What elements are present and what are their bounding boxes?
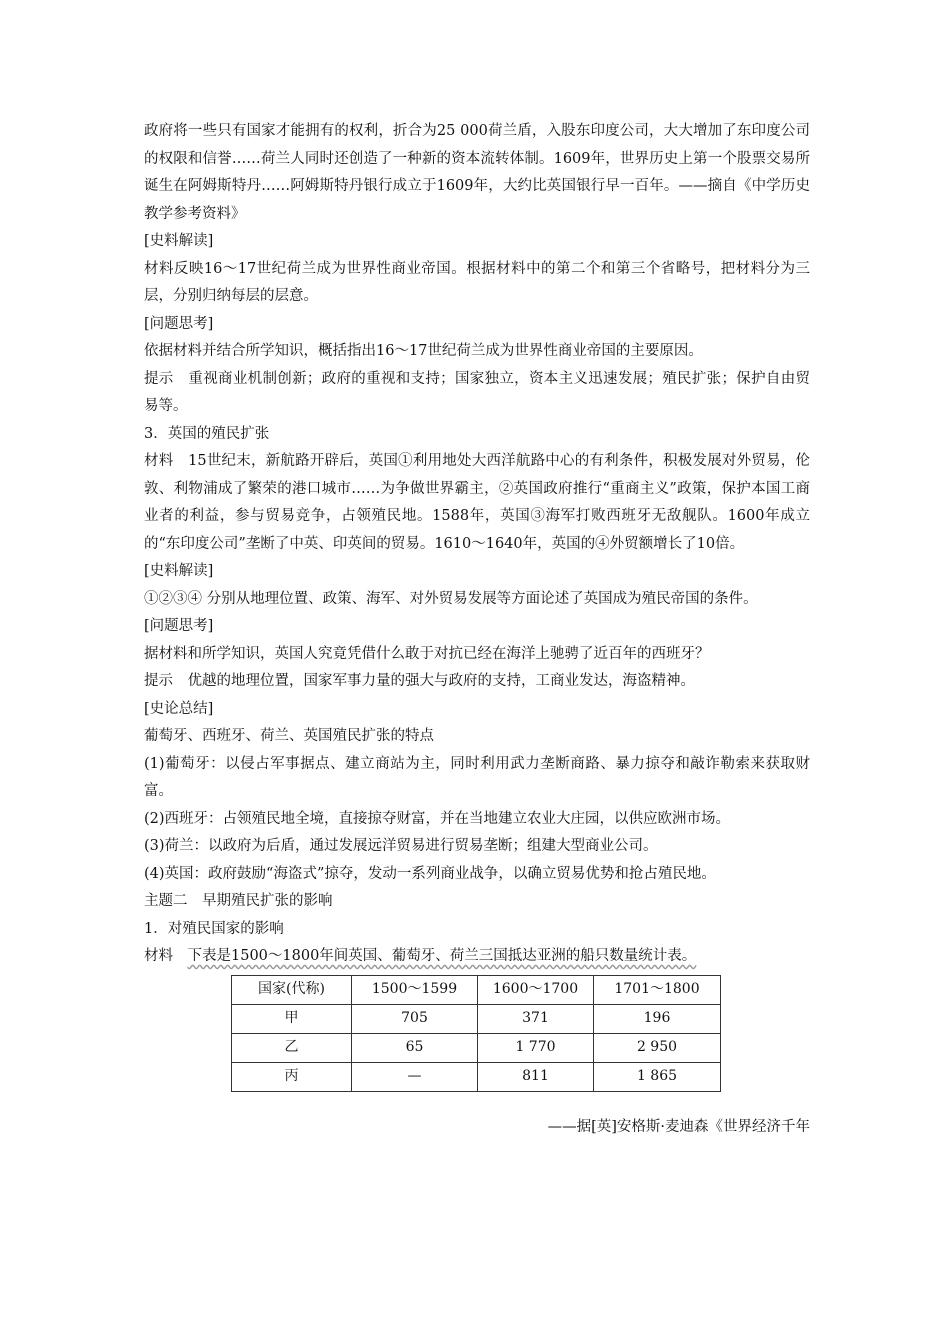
table-header: 1500～1599 xyxy=(352,975,478,1004)
heading-summary: [史论总结] xyxy=(144,700,214,717)
material-england: 材料 15世纪末，新航路开辟后，英国①利用地处大西洋航路中心的有利条件，积极发展对外贸易，伦敦、利物浦成了繁荣的港口城市……为争做世界霸主，②英国政府推行“重商主义”政策，保护本国工商业者的利益，参与贸易竞争，占领殖民地。1588年，英国③海军打败西班牙无敌舰队。1600年成立的“东印度公司”垄断了中英、印英间的贸易。1610～1640年，英国的④外贸额增长了10倍。 xyxy=(144,453,810,552)
table-row xyxy=(232,1004,721,1033)
table-cell: 371 xyxy=(478,1004,594,1033)
summary-england: (4)英国：政府鼓励“海盗式”掠夺，发动一系列商业战争，以确立贸易优势和抢占殖民地。 xyxy=(144,865,716,882)
summary-title: 葡萄牙、西班牙、荷兰、英国殖民扩张的特点 xyxy=(144,728,434,744)
table-cell: 丙 xyxy=(232,1062,352,1091)
material-prefix: 材料 xyxy=(144,948,188,964)
paragraph-2: 材料反映16～17世纪荷兰成为世界性商业帝国。根据材料中的第二个和第三个省略号，把材料分为三层，分别归纳每层的层意。 xyxy=(144,260,810,304)
material-table-intro xyxy=(144,943,810,971)
table-cell: 705 xyxy=(352,1004,478,1033)
heading-question-2: [问题思考] xyxy=(144,618,214,634)
summary-spain: (2)西班牙：占领殖民地全境，直接掠夺财富，并在当地建立农业大庄园，以供应欧洲市场。 xyxy=(144,810,731,827)
ships-table xyxy=(231,975,721,1092)
heading-question-1: [问题思考] xyxy=(144,315,214,332)
table-cell: — xyxy=(352,1062,478,1091)
summary-netherlands: (3)荷兰：以政府为后盾，通过发展远洋贸易进行贸易垄断；组建大型商业公司。 xyxy=(144,838,658,854)
section-title-3: 3．英国的殖民扩张 xyxy=(144,425,270,442)
table-cell: 196 xyxy=(594,1004,721,1033)
hint-2: 提示 优越的地理位置，国家军事力量的强大与政府的支持，工商业发达，海盗精神。 xyxy=(144,673,695,689)
table-cell: 65 xyxy=(352,1033,478,1062)
table-cell: 甲 xyxy=(232,1004,352,1033)
table-cell: 2 950 xyxy=(594,1033,721,1062)
subsection-title-1: 1．对殖民国家的影响 xyxy=(144,920,284,937)
paragraph-5: 据材料和所学知识，英国人究竟凭借什么敢于对抗已经在海洋上驰骋了近百年的西班牙？ xyxy=(144,645,710,662)
paragraph-4: ①②③④ 分别从地理位置、政策、海军、对外贸易发展等方面论述了英国成为殖民帝国的条件。 xyxy=(144,590,758,607)
heading-interpretation-2: [史料解读] xyxy=(144,563,214,579)
table-cell: 乙 xyxy=(232,1033,352,1062)
topic-two-title: 主题二 早期殖民扩张的影响 xyxy=(144,893,333,909)
table-header: 国家(代称) xyxy=(232,975,352,1004)
material-text: 下表是1500～1800年间英国、葡萄牙、荷兰三国抵达亚洲的船只数量统计表。 xyxy=(187,948,697,964)
table-cell: 811 xyxy=(478,1062,594,1091)
paragraph-3: 依据材料并结合所学知识，概括指出16～17世纪荷兰成为世界性商业帝国的主要原因。 xyxy=(144,343,703,359)
table-source: ——据[英]安格斯·麦迪森《世界经济千年 xyxy=(547,1118,810,1135)
document-page xyxy=(144,118,810,1141)
table-cell: 1 865 xyxy=(594,1062,721,1091)
paragraph-1: 政府将一些只有国家才能拥有的权利，折合为25 000荷兰盾，入股东印度公司，大大增加了东印度公司的权限和信誉……荷兰人同时还创造了一种新的资本流转体制。1609年，世界历史上第一个股票交易所诞生在阿姆斯特丹……阿姆斯特丹银行成立于1609年，大约比英国银行早一百年。——摘自《中学历史教学参考资料》 xyxy=(144,123,810,222)
heading-interpretation-1: [史料解读] xyxy=(144,233,214,249)
table-row xyxy=(232,1033,721,1062)
summary-portugal: (1)葡萄牙：以侵占军事据点、建立商站为主，同时利用武力垄断商路、暴力掠夺和敲诈勒索来获取财富。 xyxy=(144,755,810,799)
table-header: 1600～1700 xyxy=(478,975,594,1004)
table-header-row xyxy=(232,975,721,1004)
table-header: 1701～1800 xyxy=(594,975,721,1004)
table-cell: 1 770 xyxy=(478,1033,594,1062)
table-row xyxy=(232,1062,721,1091)
hint-1: 提示 重视商业机制创新；政府的重视和支持；国家独立，资本主义迅速发展；殖民扩张；保护自由贸易等。 xyxy=(144,370,810,414)
